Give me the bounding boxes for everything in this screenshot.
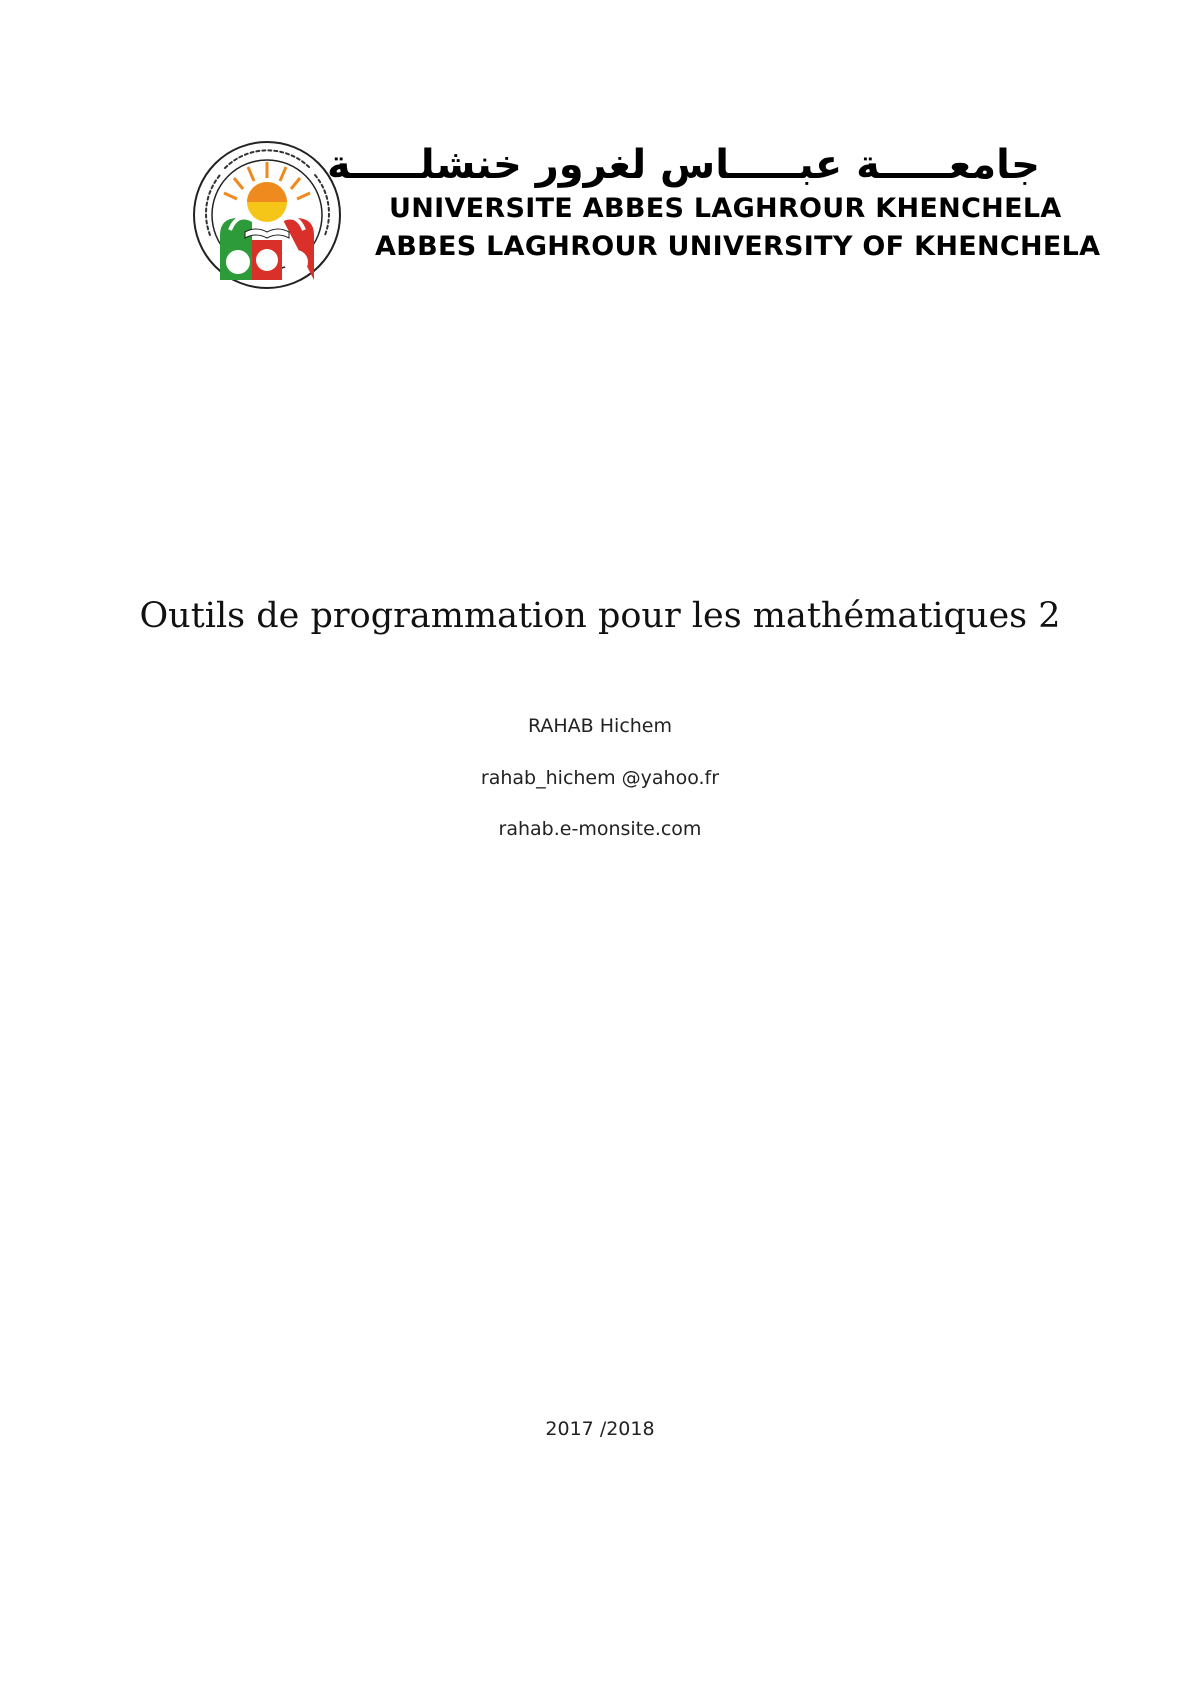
university-name-arabic: جامعـــــة عبـــــاس لغرور خنشلـــــة [327,142,1040,188]
university-name-block [327,140,1101,266]
university-name-french: UNIVERSITE ABBES LAGHROUR KHENCHELA [389,193,1062,224]
author-email: rahab_hichem @yahoo.fr [480,767,720,789]
document-title: Outils de programmation pour les mathématiques 2 [139,596,1061,636]
university-name-english: ABBES LAGHROUR UNIVERSITY OF KHENCHELA [375,231,1101,262]
university-header [190,140,1101,290]
academic-year: 2017 /2018 [545,1418,655,1440]
university-logo [190,140,345,290]
university-seal-icon [190,140,345,290]
author-website: rahab.e-monsite.com [498,818,702,840]
author-name: RAHAB Hichem [527,715,673,737]
